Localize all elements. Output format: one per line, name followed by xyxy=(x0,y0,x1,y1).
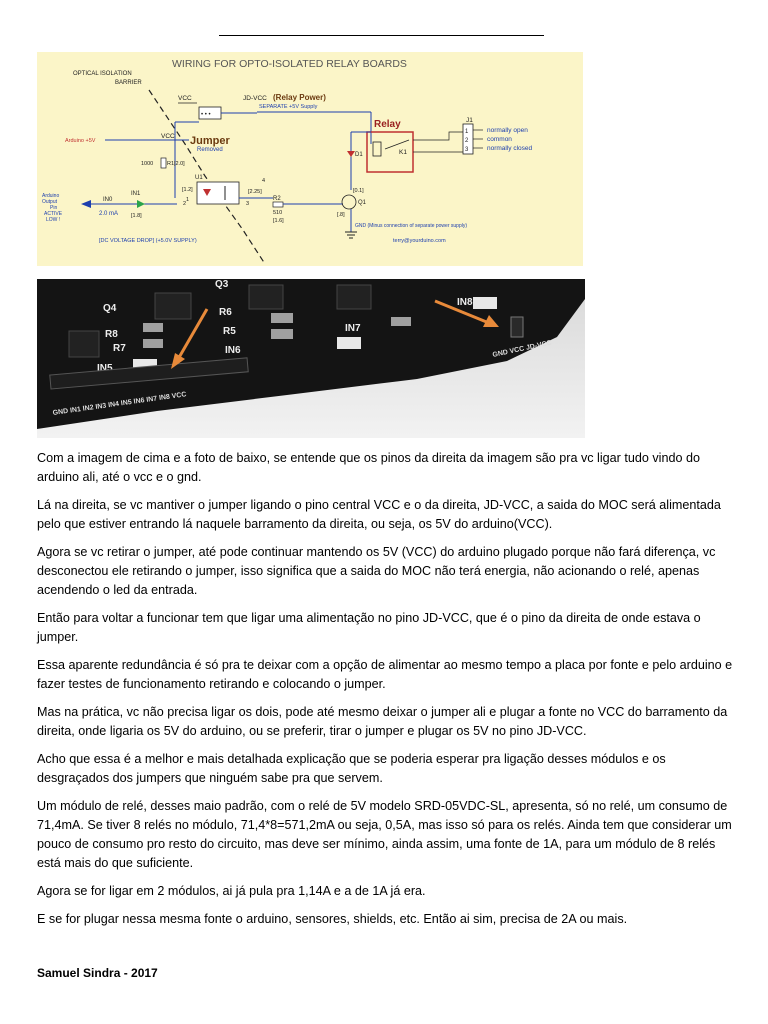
arduino-output-1: Arduino xyxy=(42,193,60,199)
dc-drop-label: [DC VOLTAGE DROP] (+5.0V SUPPLY) xyxy=(99,238,197,244)
paragraph-5: Essa aparente redundância é só pra te deixar com a opção de alimentar ao mesmo tempo a placa por fonte e pelo arduino e fazer testes de funcionamento retirando e colocando o jumper. xyxy=(37,658,733,691)
common-label: common xyxy=(487,136,512,143)
separate-supply-label: SEPARATE +5V Supply xyxy=(259,104,318,110)
resistor-3 xyxy=(143,323,163,332)
d1-diode xyxy=(347,151,355,157)
schematic-svg xyxy=(37,52,583,266)
silk-in7: IN7 xyxy=(345,323,361,334)
paragraph-9: Agora se for ligar em 2 módulos, ai já pula pra 1,14A e a de 1A já era. xyxy=(37,884,426,898)
r2-resistor xyxy=(273,202,283,207)
relay-contact xyxy=(385,140,409,149)
r2-value: 510 xyxy=(273,210,283,216)
silk-in6: IN6 xyxy=(225,345,241,356)
paragraph-1: Com a imagem de cima e a foto de baixo, se entende que os pinos da direita da imagem são pra vc ligar tudo vindo do arduino ali, até o vcc e o gnd. xyxy=(37,451,700,484)
paragraph-10: E se for plugar nessa mesma fonte o arduino, sensores, shields, etc. Então ai sim, precisa de 2A ou mais. xyxy=(37,912,628,926)
chip-4 xyxy=(337,285,371,309)
paragraph-3: Agora se vc retirar o jumper, até pode continuar mantendo os 5V (VCC) do arduino plugado porque não fará diferença, vc desconectou ele retirando o jumper, isso significa que a saida do MOC não terá energia, não acionando o relé, apenas acendendo o led da entrada. xyxy=(37,545,716,597)
r1-value: 1000 xyxy=(141,161,154,167)
j1-pin1: 1 xyxy=(465,129,469,135)
silk-in5: IN5 xyxy=(97,363,113,374)
normally-closed-label: normally closed xyxy=(487,145,533,152)
jumper-label: Jumper xyxy=(190,135,230,147)
relay-label: Relay xyxy=(374,119,401,130)
resistor-4 xyxy=(143,339,163,348)
chip-3 xyxy=(249,285,283,309)
removed-label: Removed xyxy=(197,147,223,153)
u1-pin3: 3 xyxy=(246,201,250,207)
jumper-pin-labels: GND VCC JD-VCC xyxy=(491,339,553,359)
author-signature: Samuel Sindra - 2017 xyxy=(37,966,158,980)
silk-r8: R8 xyxy=(105,329,118,340)
r2-label: R2 xyxy=(273,196,281,202)
silk-q4: Q4 xyxy=(103,303,117,314)
header-pin-labels: GND IN1 IN2 IN3 IN4 IN5 IN6 IN7 IN8 VCC xyxy=(52,391,187,417)
silk-r5: R5 xyxy=(223,326,236,337)
in1-label: IN1 xyxy=(131,191,141,197)
led-1 xyxy=(473,297,497,309)
top-rule xyxy=(219,35,544,36)
resistor-2 xyxy=(271,329,293,339)
wiring-schematic xyxy=(37,52,583,266)
silk-r7: R7 xyxy=(113,343,126,354)
in0-label: IN0 xyxy=(103,197,113,203)
in1-led xyxy=(137,200,145,208)
schematic-title: WIRING FOR OPTO-ISOLATED RELAY BOARDS xyxy=(172,58,407,70)
silk-q3: Q3 xyxy=(215,279,229,290)
u1-label: U1 xyxy=(195,175,203,181)
q1-transistor xyxy=(342,195,356,209)
photo-svg xyxy=(37,279,585,438)
paragraph-7: Acho que essa é a melhor e mais detalhada explicação que se poderia esperar pra ligação desses módulos e os desgraçados dos jumpers que ninguém sabe pra que servem. xyxy=(37,752,666,785)
article-body xyxy=(37,449,737,938)
q1-voltage: [0.1] xyxy=(353,188,364,194)
paragraph-4: Então para voltar a funcionar tem que ligar uma alimentação no pino JD-VCC, que é o pino da direita de onde estava o jumper. xyxy=(37,611,701,644)
silk-r6: R6 xyxy=(219,307,232,318)
led-2 xyxy=(337,337,361,349)
arduino-5v-label: Arduino +5V xyxy=(65,138,96,144)
k1-label: K1 xyxy=(399,149,407,156)
r2-voltage: [1.6] xyxy=(273,218,284,224)
q1-label: Q1 xyxy=(358,200,367,206)
d1-label: D1 xyxy=(355,152,363,158)
relay-board-photo xyxy=(37,279,585,438)
vcc-mid-label: VCC xyxy=(161,133,175,140)
arduino-output-3: Pin xyxy=(50,205,58,211)
chip-2 xyxy=(155,293,191,319)
current-label: 2.0 mA xyxy=(99,211,119,217)
paragraph-6: Mas na prática, vc não precisa ligar os dois, pode até mesmo deixar o jumper ali e plugar a fonte no VCC do barramento da direita, onde ligaria os 5V do arduino, ou se preferir, tirar o jumper e plugar os 5V no pino JD-VCC. xyxy=(37,705,728,738)
relay-wire-1 xyxy=(413,132,463,140)
u1-pin1: 1 xyxy=(186,197,190,203)
u1-box xyxy=(197,182,239,204)
u1-voltage-2: [2.25] xyxy=(248,189,262,195)
paragraph-8: Um módulo de relé, desses maio padrão, com o relé de 5V modelo SRD-05VDC-SL, apresenta, só no relé, um consumo de 71,4mA. Se tiver 8 relés no módulo, 71,4*8=571,2mA ou seja, 0,5A, mas isso só para os relés. Ainda tem que considerar um pouco de consumo pro resto do circuito, mas deve ser mínimo, ainda assim, uma fonte de 1A, para um módulo de 8 relés está mais do que suficiente. xyxy=(37,799,732,870)
j1-pin2: 2 xyxy=(465,138,469,144)
jumper-pins: • • • xyxy=(201,112,211,118)
paragraph-2: Lá na direita, se vc mantiver o jumper ligando o pino central VCC e o da direita, JD-VCC, a saida do MOC será alimentada pelo que estiver entrando lá naquele barramento da direita, ou seja, os 5V do arduino(VCC). xyxy=(37,498,721,531)
jdvcc-label: JD-VCC xyxy=(243,95,267,102)
arduino-output-2: Output xyxy=(42,199,58,205)
q1-voltage-2: [.8] xyxy=(337,212,345,218)
normally-open-label: normally open xyxy=(487,127,528,134)
vcc-top-label: VCC xyxy=(178,95,192,102)
jumper-cap xyxy=(511,317,523,337)
u1-pin4: 4 xyxy=(262,178,266,184)
resistor-5 xyxy=(391,317,411,326)
email-label: terry@yourduino.com xyxy=(393,238,446,244)
arduino-output-4: ACTIVE xyxy=(44,211,63,217)
u1-pin2: 2 xyxy=(183,201,187,207)
chip-1 xyxy=(69,331,99,357)
j1-label: J1 xyxy=(466,117,473,124)
u1-voltage: [1.2] xyxy=(182,187,193,193)
relay-power-label: (Relay Power) xyxy=(273,93,326,102)
barrier-label: BARRIER xyxy=(115,80,142,86)
r1-voltage: [2.0] xyxy=(174,161,185,167)
j1-pin3: 3 xyxy=(465,147,469,153)
input-arrow xyxy=(81,200,91,208)
in1-voltage: [1.8] xyxy=(131,213,142,219)
resistor-1 xyxy=(271,313,293,323)
r1-label: R1 xyxy=(167,161,175,167)
arduino-output-5: LOW ! xyxy=(46,217,61,223)
r1-resistor xyxy=(161,158,166,168)
optical-isolation-label: OPTICAL ISOLATION xyxy=(73,71,132,77)
relay-coil xyxy=(373,142,381,156)
silk-in8: IN8 xyxy=(457,297,473,308)
gnd-note: GND (Minus connection of separate power supply) xyxy=(355,223,467,229)
